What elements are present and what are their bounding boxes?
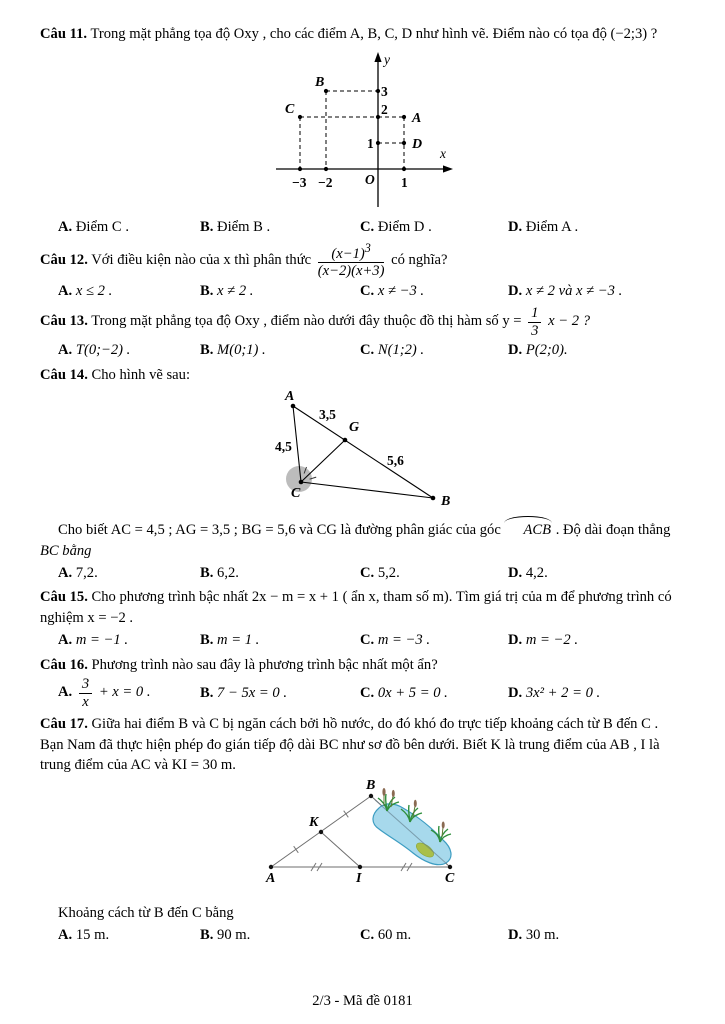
- question-16: [40, 655, 685, 710]
- segment-ac-length: 4,5: [274, 438, 292, 454]
- fraction-numerator: 1: [528, 305, 541, 322]
- answer-option: [508, 340, 685, 361]
- answer-key: A.: [58, 219, 73, 236]
- cattail: [382, 788, 385, 796]
- y-tick-3: 3: [380, 83, 388, 99]
- question-12-body-post: có nghĩa?: [391, 252, 448, 269]
- question-14-label: Câu 14.: [40, 366, 88, 383]
- point-a-label: A: [265, 871, 275, 887]
- question-15-body1: Cho phương trình bậc nhất 2x − m = x + 1 ( ẩn x, tham số m). Tìm giá trị của m để phương trình có: [91, 589, 672, 606]
- answer-key: D.: [508, 631, 523, 648]
- answer-key: D.: [508, 219, 523, 236]
- y-axis-label: y: [383, 51, 390, 67]
- answer-key: C.: [360, 219, 375, 236]
- lake-triangle-figure: [253, 778, 473, 894]
- question-12-text: [40, 242, 685, 280]
- question-14-intro: [40, 365, 685, 386]
- answer-text: x ≤ 2 .: [75, 282, 113, 299]
- answer-text: 4,2.: [525, 564, 548, 581]
- fraction-denominator: (x−2)(x+3): [317, 263, 385, 280]
- answer-option: [58, 340, 200, 361]
- answer-text: m = −1 .: [75, 631, 128, 648]
- answer-key: D.: [508, 342, 523, 359]
- q16-answers: [40, 676, 685, 710]
- answer-key: B.: [200, 564, 214, 581]
- answer-option: [58, 925, 200, 946]
- question-17-line2: Bạn Nam đã thực hiện phép đo gián tiếp độ dài BC như sơ đồ bên dưới. Biết K là trung điểm của AB , I là: [40, 736, 660, 753]
- q16-fraction: [79, 676, 92, 710]
- answer-text: 0x + 5 = 0 .: [377, 684, 448, 701]
- answer-option: [508, 630, 685, 651]
- answer-text: Điểm D .: [377, 219, 432, 236]
- answer-key: C.: [360, 564, 375, 581]
- question-11-label: Câu 11.: [40, 26, 88, 42]
- q12-fraction: [318, 242, 385, 280]
- answer-key: B.: [200, 926, 214, 943]
- answer-text: M(0;1) .: [217, 342, 266, 359]
- question-11: [40, 24, 685, 238]
- question-14-intro-text: Cho hình vẽ sau:: [91, 366, 191, 383]
- question-13-text: [40, 305, 685, 339]
- answer-key: A.: [58, 342, 73, 359]
- answer-key: A.: [58, 926, 73, 943]
- question-15-line2: nghiệm x = −2 .: [40, 610, 134, 627]
- answer-key: B.: [200, 342, 214, 359]
- answer-option: [508, 563, 685, 584]
- angle-acb-notation: ACB: [504, 520, 552, 541]
- answer-text: 3x² + 2 = 0 .: [525, 684, 601, 701]
- y-tick-2: 2: [380, 101, 388, 117]
- answer-text: 7,2.: [75, 564, 98, 581]
- plot-dots: [297, 89, 405, 171]
- answer-text: Điểm A .: [525, 219, 579, 236]
- fraction-denominator: 3: [531, 322, 539, 339]
- question-16-label: Câu 16.: [40, 656, 88, 673]
- triangle-edges: [293, 406, 433, 498]
- question-12-label: Câu 12.: [40, 252, 88, 269]
- dashed-lines: [300, 91, 404, 169]
- answer-key: D.: [508, 564, 523, 581]
- triangle-bisector-figure: [263, 388, 463, 512]
- answer-option: [360, 563, 508, 584]
- question-13-body-pre: Trong mặt phẳng tọa độ Oxy , điểm nào dưới đây thuộc đồ thị hàm số y =: [91, 313, 522, 330]
- answer-key: C.: [360, 282, 375, 299]
- question-17: [40, 714, 685, 945]
- answer-text: Điểm B .: [217, 219, 271, 236]
- point-c-label: C: [284, 101, 294, 117]
- question-17-body1: Giữa hai điểm B và C bị ngăn cách bởi hồ nước, do đó khó đo trực tiếp khoảng cách từ B đến C .: [91, 715, 659, 732]
- y-axis-arrow: [374, 52, 381, 62]
- answer-key: A.: [58, 282, 73, 299]
- x-axis-arrow: [443, 165, 453, 172]
- question-15: [40, 587, 685, 650]
- question-13: [40, 305, 685, 360]
- cattail: [413, 800, 416, 808]
- answer-option: [58, 563, 200, 584]
- question-16-text: [40, 655, 685, 676]
- answer-text: + x = 0 .: [98, 684, 151, 701]
- answer-option: [200, 217, 360, 238]
- answer-key: A.: [58, 564, 73, 581]
- question-12-body-pre: Với điều kiện nào của x thì phân thức: [91, 252, 312, 269]
- answer-option: [508, 925, 685, 946]
- answer-key: D.: [508, 926, 523, 943]
- answer-key: A.: [58, 684, 73, 701]
- answer-option: [58, 630, 200, 651]
- answer-text: 30 m.: [525, 926, 560, 943]
- answer-text: Điểm C .: [75, 219, 129, 236]
- answer-option: [508, 281, 685, 302]
- point-i-label: I: [355, 871, 361, 887]
- segment-ag-length: 3,5: [318, 406, 336, 422]
- question-14: [40, 365, 685, 584]
- point-g-label: G: [348, 419, 359, 435]
- question-15-label: Câu 15.: [40, 589, 88, 606]
- answer-text: x ≠ −3 .: [377, 282, 425, 299]
- question-15-line1: [40, 587, 685, 608]
- x-axis-label: x: [439, 145, 446, 161]
- answer-text: 60 m.: [377, 926, 412, 943]
- cattail: [441, 822, 444, 829]
- answer-option: [200, 563, 360, 584]
- answer-key: D.: [508, 282, 523, 299]
- page-footer: 2/3 - Mã đề 0181: [312, 993, 413, 1010]
- x-tick-neg3: −3: [291, 174, 306, 190]
- point-a-label: A: [411, 110, 421, 126]
- point-b-label: B: [365, 778, 375, 794]
- q14-statement-pre: Cho biết AC = 4,5 ; AG = 3,5 ; BG = 5,6 và CG là đường phân giác của góc: [58, 522, 505, 539]
- coordinate-plane-figure: [268, 47, 458, 209]
- question-11-body: Trong mặt phẳng tọa độ Oxy , cho các điểm A, B, C, D như hình vẽ. Điểm nào có tọa độ (−2;3) ?: [90, 26, 658, 42]
- question-12: [40, 242, 685, 301]
- q14-statement-post: . Độ dài đoạn thẳng: [552, 522, 671, 539]
- question-13-label: Câu 13.: [40, 313, 88, 330]
- answer-text: 90 m.: [217, 926, 251, 943]
- answer-key: C.: [360, 342, 375, 359]
- answer-option: [360, 281, 508, 302]
- y-tick-1: 1: [366, 135, 374, 151]
- q17-answers: [40, 925, 685, 946]
- answer-text: m = −2 .: [525, 631, 578, 648]
- point-a-label: A: [284, 388, 294, 404]
- answer-text: T(0;−2) .: [75, 342, 131, 359]
- fraction-denominator: x: [82, 693, 89, 710]
- answer-option: [200, 683, 360, 704]
- answer-option: [58, 217, 200, 238]
- answer-key: C.: [360, 926, 375, 943]
- answer-option: [360, 925, 508, 946]
- q11-coordinate-figure: [40, 47, 685, 216]
- answer-option: [508, 217, 685, 238]
- point-b-label: B: [440, 493, 450, 509]
- q15-answers: [40, 630, 685, 651]
- x-tick-neg2: −2: [317, 174, 332, 190]
- point-c-label: C: [444, 871, 454, 887]
- x-tick-1: 1: [400, 174, 408, 190]
- question-17-label: Câu 17.: [40, 715, 88, 732]
- question-14-statement-line2: BC bằng: [40, 542, 92, 559]
- answer-key: B.: [200, 631, 214, 648]
- answer-key: C.: [360, 631, 375, 648]
- fraction-exponent: 3: [364, 241, 371, 256]
- q14-triangle-figure: [40, 388, 685, 519]
- question-11-text: [40, 24, 685, 45]
- segment-gb-length: 5,6: [386, 452, 404, 468]
- fraction-numerator: 3: [79, 676, 92, 693]
- answer-key: B.: [200, 684, 214, 701]
- answer-option: [58, 281, 200, 302]
- answer-option: [200, 630, 360, 651]
- answer-option: [200, 281, 360, 302]
- answer-text: N(1;2) .: [377, 342, 425, 359]
- answer-key: D.: [508, 684, 523, 701]
- answer-text: m = 1 .: [217, 631, 260, 648]
- cattail: [391, 790, 394, 797]
- answer-text: x ≠ 2 và x ≠ −3 .: [525, 282, 623, 299]
- origin-label: O: [364, 171, 375, 187]
- answer-option: [360, 340, 508, 361]
- answer-text: P(2;0).: [525, 342, 568, 359]
- answer-text: x ≠ 2 .: [217, 282, 254, 299]
- answer-key: B.: [200, 219, 214, 236]
- answer-option: [360, 217, 508, 238]
- q13-fraction: [528, 305, 541, 339]
- question-17-closing: Khoảng cách từ B đến C bằng: [58, 904, 234, 921]
- q12-answers: [40, 281, 685, 302]
- answer-key: C.: [360, 684, 375, 701]
- answer-option: [200, 340, 360, 361]
- answer-text: m = −3 .: [377, 631, 430, 648]
- question-16-body: Phương trình nào sau đây là phương trình bậc nhất một ẩn?: [91, 656, 438, 673]
- q17-lake-figure: [40, 778, 685, 901]
- answer-key: A.: [58, 631, 73, 648]
- question-13-body-post: x − 2 ?: [548, 313, 590, 330]
- answer-text: 15 m.: [75, 926, 110, 943]
- point-b-label: B: [314, 74, 324, 90]
- answer-text: 7 − 5x = 0 .: [217, 684, 288, 701]
- answer-option: [58, 676, 200, 710]
- q13-answers: [40, 340, 685, 361]
- answer-key: B.: [200, 282, 214, 299]
- question-14-statement-line1: [40, 520, 685, 541]
- answer-option: [360, 630, 508, 651]
- q14-answers: [40, 563, 685, 584]
- fraction-numerator: (x−1): [331, 246, 365, 263]
- answer-text: 6,2.: [217, 564, 239, 581]
- point-k-label: K: [308, 815, 318, 831]
- lake-illustration: [372, 788, 450, 865]
- answer-text: 5,2.: [377, 564, 400, 581]
- answer-option: [508, 683, 685, 704]
- point-c-label: C: [290, 485, 300, 501]
- question-17-line3: trung điểm của AC và KI = 30 m.: [40, 757, 236, 774]
- answer-option: [200, 925, 360, 946]
- q11-answers: [40, 217, 685, 238]
- answer-option: [360, 683, 508, 704]
- question-17-line1: [40, 714, 685, 735]
- point-d-label: D: [411, 136, 422, 152]
